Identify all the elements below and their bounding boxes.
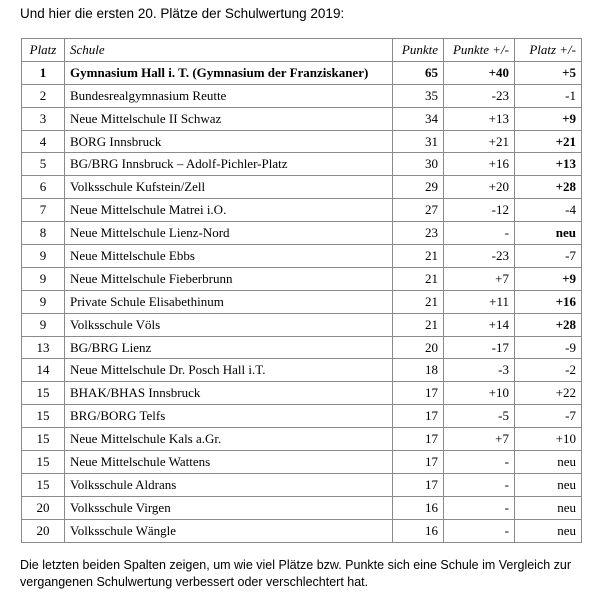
points-cell: 17 xyxy=(393,405,444,428)
platz-cell: 9 xyxy=(22,290,65,313)
rank-delta-cell: +21 xyxy=(515,130,582,153)
school-name-cell: BHAK/BHAS Innsbruck xyxy=(65,382,393,405)
points-delta-cell: +11 xyxy=(444,290,515,313)
school-name-cell: Neue Mittelschule II Schwaz xyxy=(65,107,393,130)
points-delta-cell: -5 xyxy=(444,405,515,428)
points-delta-cell: +7 xyxy=(444,428,515,451)
platz-cell: 4 xyxy=(22,130,65,153)
table-row xyxy=(22,473,582,496)
school-name-cell: Neue Mittelschule Ebbs xyxy=(65,245,393,268)
platz-cell: 20 xyxy=(22,496,65,519)
points-cell: 17 xyxy=(393,382,444,405)
platz-cell: 9 xyxy=(22,267,65,290)
points-cell: 17 xyxy=(393,428,444,451)
rank-delta-cell: +28 xyxy=(515,313,582,336)
table-row xyxy=(22,199,582,222)
points-delta-cell: - xyxy=(444,451,515,474)
platz-cell: 7 xyxy=(22,199,65,222)
platz-cell: 15 xyxy=(22,428,65,451)
table-row xyxy=(22,519,582,542)
table-row xyxy=(22,222,582,245)
school-name-cell: Volksschule Virgen xyxy=(65,496,393,519)
table-row xyxy=(22,382,582,405)
table-row xyxy=(22,84,582,107)
table-row xyxy=(22,153,582,176)
intro-text: Und hier die ersten 20. Plätze der Schulwertung 2019: xyxy=(20,6,345,21)
school-name-cell: BG/BRG Innsbruck – Adolf-Pichler-Platz xyxy=(65,153,393,176)
points-delta-cell: +16 xyxy=(444,153,515,176)
school-name-cell: BORG Innsbruck xyxy=(65,130,393,153)
rank-delta-cell: +5 xyxy=(515,61,582,84)
platz-cell: 2 xyxy=(22,84,65,107)
school-name-cell: Neue Mittelschule Matrei i.O. xyxy=(65,199,393,222)
points-cell: 23 xyxy=(393,222,444,245)
points-delta-cell: +10 xyxy=(444,382,515,405)
points-delta-cell: - xyxy=(444,222,515,245)
points-cell: 34 xyxy=(393,107,444,130)
rank-delta-cell: neu xyxy=(515,519,582,542)
platz-cell: 9 xyxy=(22,313,65,336)
table-row xyxy=(22,176,582,199)
school-name-cell: Private Schule Elisabethinum xyxy=(65,290,393,313)
points-cell: 27 xyxy=(393,199,444,222)
header-platz: Platz xyxy=(22,39,65,62)
points-delta-cell: - xyxy=(444,473,515,496)
points-delta-cell: +20 xyxy=(444,176,515,199)
points-cell: 16 xyxy=(393,496,444,519)
platz-cell: 9 xyxy=(22,245,65,268)
platz-cell: 8 xyxy=(22,222,65,245)
rank-delta-cell: -4 xyxy=(515,199,582,222)
rank-delta-cell: neu xyxy=(515,451,582,474)
points-delta-cell: -23 xyxy=(444,245,515,268)
school-name-cell: Volksschule Kufstein/Zell xyxy=(65,176,393,199)
points-delta-cell: +40 xyxy=(444,61,515,84)
header-punkte: Punkte xyxy=(393,39,444,62)
table-header-row xyxy=(22,39,582,62)
platz-cell: 6 xyxy=(22,176,65,199)
points-cell: 20 xyxy=(393,336,444,359)
rank-delta-cell: neu xyxy=(515,222,582,245)
school-name-cell: BG/BRG Lienz xyxy=(65,336,393,359)
table-row xyxy=(22,245,582,268)
points-cell: 21 xyxy=(393,245,444,268)
points-cell: 29 xyxy=(393,176,444,199)
rank-delta-cell: -2 xyxy=(515,359,582,382)
points-cell: 30 xyxy=(393,153,444,176)
rank-delta-cell: +22 xyxy=(515,382,582,405)
school-name-cell: BRG/BORG Telfs xyxy=(65,405,393,428)
header-punkte-delta: Punkte +/- xyxy=(444,39,515,62)
table-row xyxy=(22,405,582,428)
points-cell: 21 xyxy=(393,267,444,290)
platz-cell: 15 xyxy=(22,405,65,428)
header-schule: Schule xyxy=(65,39,393,62)
school-name-cell: Neue Mittelschule Fieberbrunn xyxy=(65,267,393,290)
points-cell: 21 xyxy=(393,290,444,313)
table-row xyxy=(22,496,582,519)
school-name-cell: Neue Mittelschule Wattens xyxy=(65,451,393,474)
rank-delta-cell: neu xyxy=(515,473,582,496)
points-delta-cell: -23 xyxy=(444,84,515,107)
platz-cell: 15 xyxy=(22,473,65,496)
platz-cell: 20 xyxy=(22,519,65,542)
rank-delta-cell: +9 xyxy=(515,107,582,130)
table-row xyxy=(22,336,582,359)
points-delta-cell: +14 xyxy=(444,313,515,336)
points-cell: 16 xyxy=(393,519,444,542)
table-row xyxy=(22,290,582,313)
points-delta-cell: -12 xyxy=(444,199,515,222)
platz-cell: 15 xyxy=(22,382,65,405)
rank-delta-cell: -7 xyxy=(515,245,582,268)
points-delta-cell: +7 xyxy=(444,267,515,290)
platz-cell: 3 xyxy=(22,107,65,130)
platz-cell: 5 xyxy=(22,153,65,176)
school-name-cell: Volksschule Wängle xyxy=(65,519,393,542)
rank-delta-cell: +13 xyxy=(515,153,582,176)
table-row xyxy=(22,61,582,84)
table-row xyxy=(22,451,582,474)
table-row xyxy=(22,130,582,153)
points-cell: 21 xyxy=(393,313,444,336)
rank-delta-cell: +16 xyxy=(515,290,582,313)
points-delta-cell: - xyxy=(444,496,515,519)
table-row xyxy=(22,428,582,451)
header-platz-delta: Platz +/- xyxy=(515,39,582,62)
points-delta-cell: -17 xyxy=(444,336,515,359)
platz-cell: 15 xyxy=(22,451,65,474)
rank-delta-cell: +10 xyxy=(515,428,582,451)
school-name-cell: Volksschule Aldrans xyxy=(65,473,393,496)
table-row xyxy=(22,359,582,382)
points-cell: 31 xyxy=(393,130,444,153)
table-row xyxy=(22,313,582,336)
table-row xyxy=(22,107,582,130)
points-cell: 17 xyxy=(393,451,444,474)
points-delta-cell: +13 xyxy=(444,107,515,130)
points-delta-cell: -3 xyxy=(444,359,515,382)
table-row xyxy=(22,267,582,290)
table-body xyxy=(22,61,582,542)
ranking-table xyxy=(21,38,582,543)
school-name-cell: Bundesrealgymnasium Reutte xyxy=(65,84,393,107)
platz-cell: 14 xyxy=(22,359,65,382)
school-name-cell: Gymnasium Hall i. T. (Gymnasium der Franziskaner) xyxy=(65,61,393,84)
points-cell: 65 xyxy=(393,61,444,84)
points-cell: 17 xyxy=(393,473,444,496)
school-name-cell: Neue Mittelschule Lienz-Nord xyxy=(65,222,393,245)
points-cell: 35 xyxy=(393,84,444,107)
school-name-cell: Neue Mittelschule Dr. Posch Hall i.T. xyxy=(65,359,393,382)
rank-delta-cell: neu xyxy=(515,496,582,519)
rank-delta-cell: +9 xyxy=(515,267,582,290)
school-name-cell: Neue Mittelschule Kals a.Gr. xyxy=(65,428,393,451)
footnote-text: Die letzten beiden Spalten zeigen, um wie viel Plätze bzw. Punkte sich eine Schule im Vergleich zur vergangenen Schulwertung verbessert oder verschlechtert hat. xyxy=(20,558,571,589)
rank-delta-cell: -7 xyxy=(515,405,582,428)
rank-delta-cell: +28 xyxy=(515,176,582,199)
school-name-cell: Volksschule Völs xyxy=(65,313,393,336)
rank-delta-cell: -9 xyxy=(515,336,582,359)
platz-cell: 1 xyxy=(22,61,65,84)
points-cell: 18 xyxy=(393,359,444,382)
points-delta-cell: +21 xyxy=(444,130,515,153)
points-delta-cell: - xyxy=(444,519,515,542)
platz-cell: 13 xyxy=(22,336,65,359)
rank-delta-cell: -1 xyxy=(515,84,582,107)
